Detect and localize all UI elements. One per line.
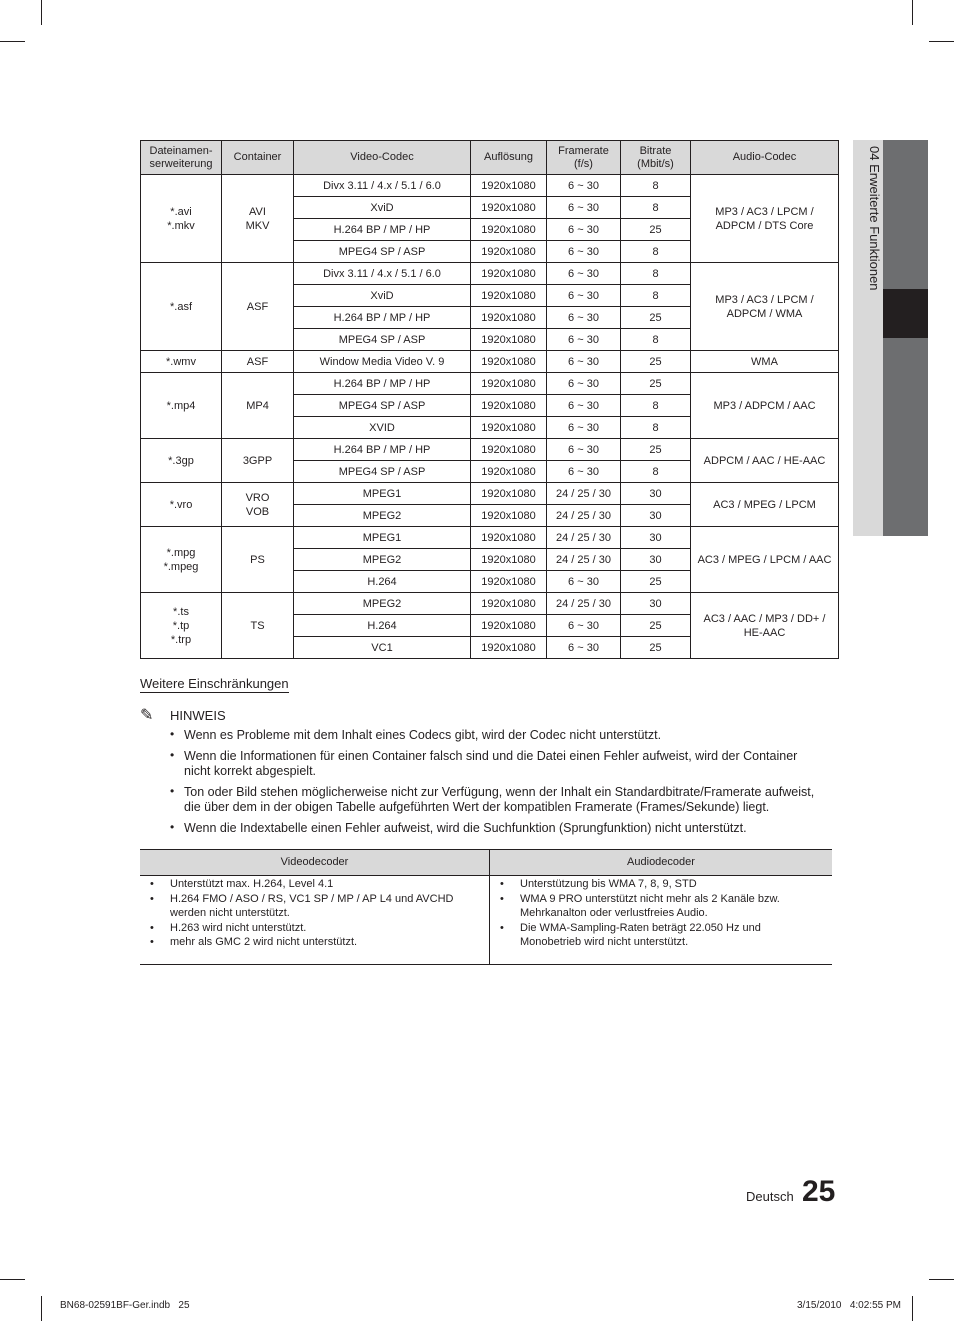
extension-cell: *.asf xyxy=(141,263,222,351)
resolution-cell: 1920x1080 xyxy=(471,373,547,395)
list-item: • H.264 FMO / ASO / RS, VC1 SP / MP / AP L4 und AVCHD werden nicht unterstützt. xyxy=(140,892,489,921)
framerate-cell: 24 / 25 / 30 xyxy=(547,549,621,571)
bitrate-cell: 30 xyxy=(621,505,691,527)
table-row xyxy=(141,175,839,197)
video-codec-cell: MPEG1 xyxy=(294,527,471,549)
bitrate-cell: 8 xyxy=(621,197,691,219)
chapter-tab-active-marker xyxy=(883,289,928,338)
container-cell: ASF xyxy=(222,263,294,351)
resolution-cell: 1920x1080 xyxy=(471,593,547,615)
resolution-cell: 1920x1080 xyxy=(471,241,547,263)
bitrate-cell: 30 xyxy=(621,593,691,615)
bitrate-cell: 25 xyxy=(621,219,691,241)
framerate-cell: 6 ~ 30 xyxy=(547,571,621,593)
crop-mark xyxy=(929,41,954,42)
resolution-cell: 1920x1080 xyxy=(471,175,547,197)
list-item: • Die WMA-Sampling-Raten beträgt 22.050 Hz und Monobetrieb wird nicht unterstützt. xyxy=(490,921,820,950)
framerate-cell: 6 ~ 30 xyxy=(547,241,621,263)
resolution-cell: 1920x1080 xyxy=(471,505,547,527)
table-row xyxy=(141,483,839,505)
framerate-cell: 6 ~ 30 xyxy=(547,263,621,285)
resolution-cell: 1920x1080 xyxy=(471,395,547,417)
audio-codec-cell: AC3 / MPEG / LPCM / AAC xyxy=(691,527,839,593)
footer-language: Deutsch xyxy=(746,1189,794,1204)
bitrate-cell: 25 xyxy=(621,637,691,659)
note-item: • Wenn die Indextabelle einen Fehler aufweist, wird die Suchfunktion (Sprungfunktion) nicht unterstützt. xyxy=(166,821,826,836)
bitrate-cell: 8 xyxy=(621,417,691,439)
crop-mark xyxy=(0,41,25,42)
decoder-table xyxy=(140,849,832,965)
video-codec-cell: VC1 xyxy=(294,637,471,659)
section-title: Weitere Einschränkungen xyxy=(140,676,289,691)
video-decoder-header: Videodecoder xyxy=(140,849,489,876)
bitrate-cell: 8 xyxy=(621,241,691,263)
video-codec-cell: H.264 BP / MP / HP xyxy=(294,307,471,329)
resolution-cell: 1920x1080 xyxy=(471,263,547,285)
resolution-cell: 1920x1080 xyxy=(471,219,547,241)
crop-mark xyxy=(41,1296,42,1321)
bitrate-cell: 8 xyxy=(621,461,691,483)
audio-decoder-header: Audiodecoder xyxy=(490,849,832,876)
extension-cell: *.wmv xyxy=(141,351,222,373)
note-label: HINWEIS xyxy=(170,708,226,723)
video-codec-cell: XVID xyxy=(294,417,471,439)
audio-codec-cell: MP3 / AC3 / LPCM / ADPCM / DTS Core xyxy=(691,175,839,263)
column-header: Container xyxy=(222,141,294,175)
bitrate-cell: 30 xyxy=(621,527,691,549)
video-codec-cell: H.264 xyxy=(294,615,471,637)
crop-mark xyxy=(912,0,913,25)
bitrate-cell: 30 xyxy=(621,483,691,505)
crop-mark xyxy=(929,1279,954,1280)
bitrate-cell: 8 xyxy=(621,263,691,285)
print-imprint: BN68-02591BF-Ger.indb 25 xyxy=(60,1300,190,1311)
container-cell: 3GPP xyxy=(222,439,294,483)
resolution-cell: 1920x1080 xyxy=(471,637,547,659)
framerate-cell: 6 ~ 30 xyxy=(547,637,621,659)
bitrate-cell: 25 xyxy=(621,615,691,637)
table-row xyxy=(141,439,839,461)
chapter-tab-block xyxy=(883,338,928,536)
audio-decoder-column xyxy=(490,875,820,965)
video-decoder-column xyxy=(140,875,489,965)
audio-codec-cell: AC3 / MPEG / LPCM xyxy=(691,483,839,527)
video-codec-cell: MPEG2 xyxy=(294,549,471,571)
extension-cell: *.mpg *.mpeg xyxy=(141,527,222,593)
chapter-label: 04 Erweiterte Funktionen xyxy=(867,146,882,291)
list-item: • Unterstützung bis WMA 7, 8, 9, STD xyxy=(490,877,820,892)
audio-codec-cell: MP3 / AC3 / LPCM / ADPCM / WMA xyxy=(691,263,839,351)
resolution-cell: 1920x1080 xyxy=(471,439,547,461)
video-codec-cell: MPEG4 SP / ASP xyxy=(294,395,471,417)
list-item: • Unterstützt max. H.264, Level 4.1 xyxy=(140,877,489,892)
video-codec-cell: XviD xyxy=(294,197,471,219)
resolution-cell: 1920x1080 xyxy=(471,197,547,219)
extension-cell: *.ts *.tp *.trp xyxy=(141,593,222,659)
extension-cell: *.avi *.mkv xyxy=(141,175,222,263)
video-codec-cell: H.264 BP / MP / HP xyxy=(294,219,471,241)
framerate-cell: 6 ~ 30 xyxy=(547,197,621,219)
framerate-cell: 24 / 25 / 30 xyxy=(547,527,621,549)
framerate-cell: 6 ~ 30 xyxy=(547,417,621,439)
video-codec-cell: MPEG4 SP / ASP xyxy=(294,329,471,351)
audio-codec-cell: AC3 / AAC / MP3 / DD+ / HE-AAC xyxy=(691,593,839,659)
container-cell: ASF xyxy=(222,351,294,373)
list-item: • WMA 9 PRO unterstützt nicht mehr als 2 Kanäle bzw. Mehrkanalton oder verlustfreies Audio. xyxy=(490,892,820,921)
table-row xyxy=(141,351,839,373)
extension-cell: *.vro xyxy=(141,483,222,527)
note-item: • Ton oder Bild stehen möglicherweise nicht zur Verfügung, wenn der Inhalt ein Standardbitrate/Framerate aufweist, die über dem in der obigen Tabelle aufgeführten Wert der kompatiblen Framerate (Frames/Sekunde) liegt. xyxy=(166,785,826,815)
video-codec-cell: MPEG2 xyxy=(294,505,471,527)
video-codec-cell: H.264 BP / MP / HP xyxy=(294,373,471,395)
audio-codec-cell: WMA xyxy=(691,351,839,373)
bitrate-cell: 8 xyxy=(621,395,691,417)
bitrate-cell: 25 xyxy=(621,351,691,373)
resolution-cell: 1920x1080 xyxy=(471,461,547,483)
bitrate-cell: 25 xyxy=(621,307,691,329)
column-header: Dateinamen- serweiterung xyxy=(141,141,222,175)
extension-cell: *.mp4 xyxy=(141,373,222,439)
pencil-note-icon: ✎ xyxy=(140,707,154,724)
video-codec-cell: Divx 3.11 / 4.x / 5.1 / 6.0 xyxy=(294,263,471,285)
print-datestamp: 3/15/2010 4:02:55 PM xyxy=(797,1300,901,1311)
table-header-row xyxy=(141,141,839,175)
resolution-cell: 1920x1080 xyxy=(471,307,547,329)
video-codec-cell: MPEG4 SP / ASP xyxy=(294,241,471,263)
bitrate-cell: 25 xyxy=(621,373,691,395)
framerate-cell: 6 ~ 30 xyxy=(547,329,621,351)
table-row xyxy=(141,593,839,615)
bitrate-cell: 8 xyxy=(621,329,691,351)
note-item: • Wenn die Informationen für einen Container falsch sind und die Datei einen Fehler aufweist, wird der Container nicht korrekt abgespielt. xyxy=(166,749,826,779)
column-header: Framerate (f/s) xyxy=(547,141,621,175)
crop-mark xyxy=(912,1296,913,1321)
framerate-cell: 24 / 25 / 30 xyxy=(547,483,621,505)
framerate-cell: 6 ~ 30 xyxy=(547,395,621,417)
codec-table-body xyxy=(141,175,839,659)
resolution-cell: 1920x1080 xyxy=(471,549,547,571)
resolution-cell: 1920x1080 xyxy=(471,351,547,373)
bitrate-cell: 30 xyxy=(621,549,691,571)
note-item: • Wenn es Probleme mit dem Inhalt eines Codecs gibt, wird der Codec nicht unterstützt. xyxy=(166,728,826,743)
framerate-cell: 6 ~ 30 xyxy=(547,351,621,373)
container-cell: TS xyxy=(222,593,294,659)
framerate-cell: 24 / 25 / 30 xyxy=(547,593,621,615)
framerate-cell: 6 ~ 30 xyxy=(547,219,621,241)
audio-codec-cell: ADPCM / AAC / HE-AAC xyxy=(691,439,839,483)
framerate-cell: 6 ~ 30 xyxy=(547,175,621,197)
container-cell: AVI MKV xyxy=(222,175,294,263)
framerate-cell: 6 ~ 30 xyxy=(547,439,621,461)
table-row xyxy=(141,263,839,285)
video-codec-cell: XviD xyxy=(294,285,471,307)
audio-codec-cell: MP3 / ADPCM / AAC xyxy=(691,373,839,439)
crop-mark xyxy=(0,1279,25,1280)
list-item: • H.263 wird nicht unterstützt. xyxy=(140,921,489,936)
resolution-cell: 1920x1080 xyxy=(471,483,547,505)
video-codec-cell: Divx 3.11 / 4.x / 5.1 / 6.0 xyxy=(294,175,471,197)
note-heading xyxy=(140,705,226,725)
container-cell: MP4 xyxy=(222,373,294,439)
bitrate-cell: 8 xyxy=(621,285,691,307)
codec-table xyxy=(140,140,839,659)
page-number: 25 xyxy=(802,1175,836,1208)
column-header: Audio-Codec xyxy=(691,141,839,175)
crop-mark xyxy=(41,0,42,25)
resolution-cell: 1920x1080 xyxy=(471,527,547,549)
video-codec-cell: MPEG2 xyxy=(294,593,471,615)
resolution-cell: 1920x1080 xyxy=(471,329,547,351)
video-codec-cell: MPEG1 xyxy=(294,483,471,505)
extension-cell: *.3gp xyxy=(141,439,222,483)
framerate-cell: 6 ~ 30 xyxy=(547,615,621,637)
video-codec-cell: H.264 xyxy=(294,571,471,593)
bitrate-cell: 8 xyxy=(621,175,691,197)
container-cell: PS xyxy=(222,527,294,593)
bitrate-cell: 25 xyxy=(621,571,691,593)
resolution-cell: 1920x1080 xyxy=(471,417,547,439)
container-cell: VRO VOB xyxy=(222,483,294,527)
video-codec-cell: H.264 BP / MP / HP xyxy=(294,439,471,461)
resolution-cell: 1920x1080 xyxy=(471,285,547,307)
column-header: Auflösung xyxy=(471,141,547,175)
video-codec-cell: MPEG4 SP / ASP xyxy=(294,461,471,483)
table-row xyxy=(141,527,839,549)
resolution-cell: 1920x1080 xyxy=(471,615,547,637)
list-item: • mehr als GMC 2 wird nicht unterstützt. xyxy=(140,935,489,950)
resolution-cell: 1920x1080 xyxy=(471,571,547,593)
column-header: Bitrate (Mbit/s) xyxy=(621,141,691,175)
framerate-cell: 6 ~ 30 xyxy=(547,461,621,483)
video-codec-cell: Window Media Video V. 9 xyxy=(294,351,471,373)
chapter-tab-block xyxy=(883,140,928,289)
note-list xyxy=(166,728,826,842)
framerate-cell: 24 / 25 / 30 xyxy=(547,505,621,527)
framerate-cell: 6 ~ 30 xyxy=(547,285,621,307)
table-bottom-rule xyxy=(140,964,832,965)
column-header: Video-Codec xyxy=(294,141,471,175)
framerate-cell: 6 ~ 30 xyxy=(547,307,621,329)
table-row xyxy=(141,373,839,395)
framerate-cell: 6 ~ 30 xyxy=(547,373,621,395)
bitrate-cell: 25 xyxy=(621,439,691,461)
